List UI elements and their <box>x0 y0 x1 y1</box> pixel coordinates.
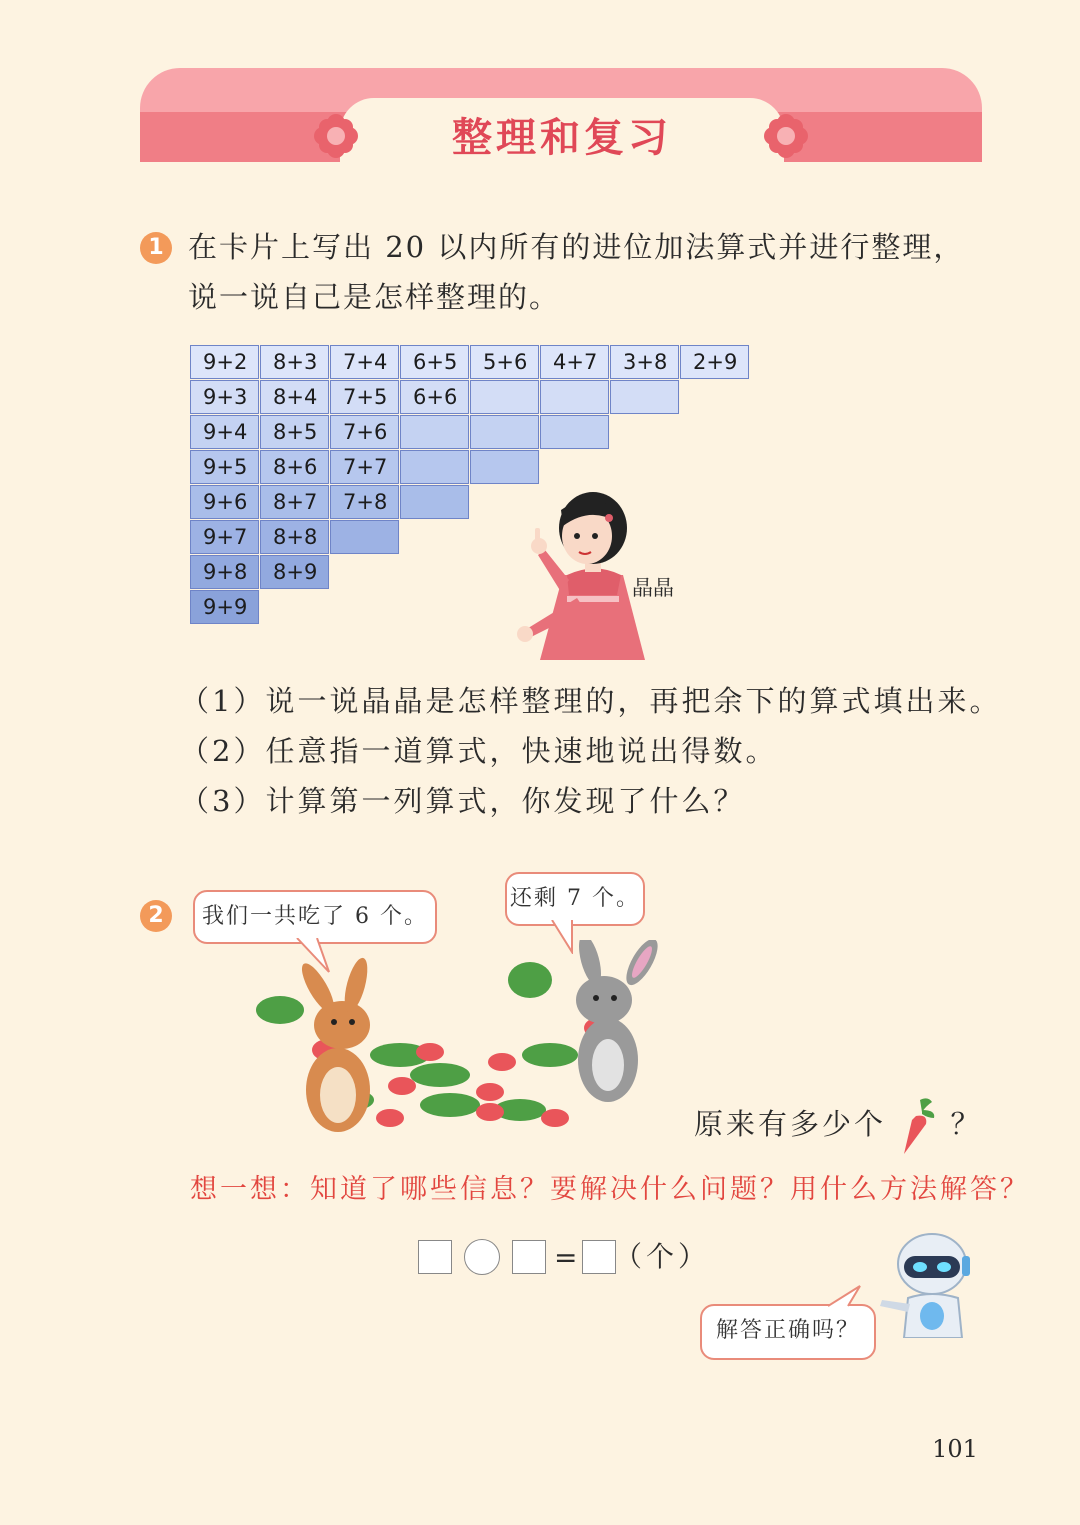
table-cell: 7+8 <box>330 485 399 519</box>
flower-icon <box>314 114 358 158</box>
table-cell: 5+6 <box>470 345 539 379</box>
table-cell: 6+5 <box>400 345 469 379</box>
think-prompt: 想一想：知道了哪些信息？要解决什么问题？用什么方法解答？ <box>190 1174 1030 1205</box>
bubble-tail <box>828 1284 868 1308</box>
radish-icon <box>898 1096 938 1156</box>
section1-line1: 在卡片上写出 20 以内所有的进位加法算式并进行整理， <box>188 230 965 264</box>
table-cell: 7+7 <box>330 450 399 484</box>
section-number-badge: 2 <box>140 900 172 932</box>
table-cell <box>610 380 679 414</box>
page-title: 整理和复习 <box>452 114 672 161</box>
robot-illustration <box>876 1226 976 1338</box>
table-cell: 7+4 <box>330 345 399 379</box>
flower-icon <box>764 114 808 158</box>
table-cell: 8+3 <box>260 345 329 379</box>
table-cell <box>470 380 539 414</box>
table-cell: 6+6 <box>400 380 469 414</box>
rabbits-radishes-illustration <box>250 940 680 1140</box>
table-cell <box>540 415 609 449</box>
table-cell: 8+7 <box>260 485 329 519</box>
table-cell: 8+5 <box>260 415 329 449</box>
table-cell: 8+8 <box>260 520 329 554</box>
robot-speech-bubble: 解答正确吗？ <box>700 1304 876 1360</box>
girl-illustration <box>505 470 655 660</box>
table-cell <box>470 415 539 449</box>
speech-bubble-left: 我们一共吃了 6 个。 <box>193 890 437 944</box>
unit-label: （个） <box>614 1240 711 1273</box>
table-cell: 3+8 <box>610 345 679 379</box>
table-cell: 8+6 <box>260 450 329 484</box>
table-cell: 9+5 <box>190 450 259 484</box>
table-cell: 2+9 <box>680 345 749 379</box>
question-text <box>694 1096 982 1156</box>
speech-bubble-right: 还剩 7 个。 <box>505 872 645 926</box>
table-cell: 9+9 <box>190 590 259 624</box>
table-cell <box>400 450 469 484</box>
equals-sign: = <box>554 1241 578 1274</box>
table-cell <box>540 380 609 414</box>
question-suffix: ？ <box>950 1107 983 1141</box>
answer-box[interactable] <box>582 1240 616 1274</box>
table-cell: 9+2 <box>190 345 259 379</box>
table-cell <box>400 415 469 449</box>
page-number: 101 <box>932 1435 978 1463</box>
table-cell: 9+4 <box>190 415 259 449</box>
table-cell <box>330 520 399 554</box>
table-cell: 8+9 <box>260 555 329 589</box>
section1-line2: 说一说自己是怎样整理的。 <box>188 280 561 314</box>
question-prefix: 原来有多少个 <box>694 1107 887 1141</box>
table-cell: 9+7 <box>190 520 259 554</box>
answer-box[interactable] <box>418 1240 452 1274</box>
table-cell: 8+4 <box>260 380 329 414</box>
table-cell: 7+6 <box>330 415 399 449</box>
question-2: （2）任意指一道算式，快速地说出得数。 <box>180 734 778 768</box>
table-cell: 7+5 <box>330 380 399 414</box>
table-cell <box>400 485 469 519</box>
table-cell: 9+8 <box>190 555 259 589</box>
operator-circle[interactable] <box>464 1239 500 1275</box>
table-cell: 9+6 <box>190 485 259 519</box>
girl-name-label: 晶晶 <box>632 576 674 600</box>
question-3: （3）计算第一列算式，你发现了什么？ <box>180 784 746 818</box>
section-number-badge: 1 <box>140 232 172 264</box>
table-cell: 4+7 <box>540 345 609 379</box>
table-cell: 9+3 <box>190 380 259 414</box>
question-1: （1）说一说晶晶是怎样整理的，再把余下的算式填出来。 <box>180 684 1002 718</box>
answer-box[interactable] <box>512 1240 546 1274</box>
